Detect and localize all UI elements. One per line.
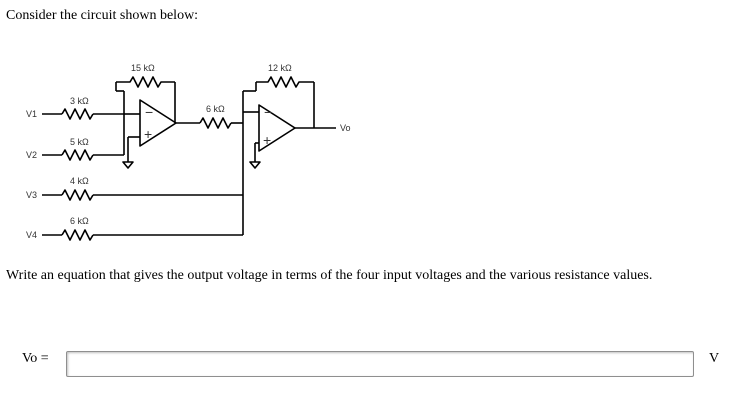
resistor-5k (62, 150, 93, 160)
output-label: Vo (340, 123, 351, 133)
opamp2-plus-sign: + (263, 132, 272, 148)
problem-intro: Consider the circuit shown below: (6, 8, 199, 23)
resistor-6k-mid (200, 118, 231, 128)
ground-symbol-1 (123, 162, 133, 168)
resistor-12k (256, 77, 314, 87)
resistor-label-5k: 5 kΩ (70, 137, 89, 147)
resistor-15k (116, 77, 175, 87)
answer-unit: V (709, 351, 720, 366)
input-label-v4: V4 (26, 230, 38, 240)
input-label-v1: V1 (26, 109, 38, 119)
opamp1-plus-sign: + (144, 126, 153, 142)
resistor-label-6k-mid: 6 kΩ (206, 104, 225, 114)
resistor-label-12k: 12 kΩ (268, 63, 292, 73)
ground-symbol-2 (250, 162, 260, 168)
resistor-4k (62, 190, 93, 200)
resistor-6k (62, 230, 93, 240)
resistor-label-15k: 15 kΩ (131, 63, 155, 73)
resistor-label-6k: 6 kΩ (70, 216, 89, 226)
answer-label: Vo = (22, 351, 49, 366)
input-label-v2: V2 (26, 150, 38, 160)
answer-input[interactable] (66, 351, 694, 377)
resistor-label-3k: 3 kΩ (70, 96, 89, 106)
opamp2-minus-sign: − (264, 104, 273, 120)
resistor-label-4k: 4 kΩ (70, 176, 89, 186)
input-label-v3: V3 (26, 190, 38, 200)
resistor-3k (62, 109, 93, 119)
question-text: Write an equation that gives the output voltage in terms of the four input voltages and the various resistance values. (6, 268, 653, 283)
opamp1-minus-sign: − (145, 104, 154, 120)
